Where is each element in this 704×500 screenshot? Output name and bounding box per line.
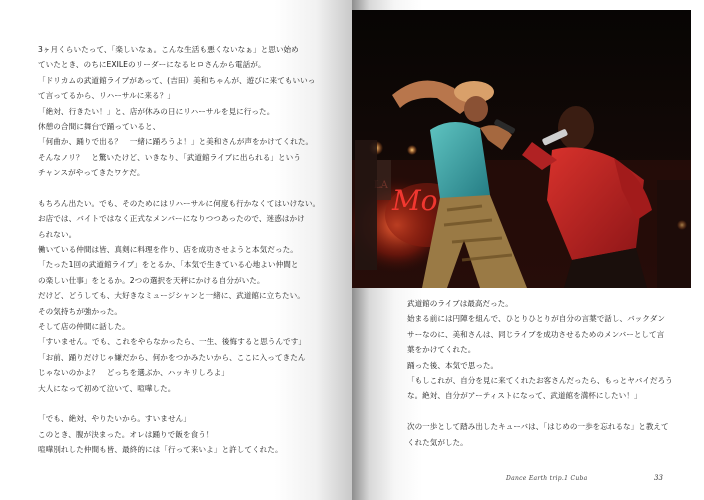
text-line: 「もしこれが、自分を見に来てくれたお客さんだったら、もっとヤバイだろう: [407, 375, 673, 385]
text-line: チャンスがやってきたワケだ。: [38, 168, 145, 178]
text-line: ていたとき、のちにEXILEのリーダーになるヒロさんから電話が。: [38, 60, 266, 70]
text-line: 武道館のライブは最高だった。: [407, 299, 513, 308]
paragraph-gap: [38, 181, 338, 196]
text-line: 「でも、絶対、やりたいから。すいません」: [38, 414, 191, 424]
text-line: 3ヶ月くらいたって、「楽しいなぁ。こんな生活も悪くないなぁ」と思い始め: [38, 45, 299, 54]
text-line: 「何曲か、踊りで出る？ 一緒に踊ろうよ！」と美和さんが声をかけてくれた。: [38, 137, 314, 147]
text-line: 喧嘩別れした仲間も皆、最終的には「行って来いよ」と許してくれた。: [38, 445, 283, 455]
text-line: じゃないのかよ？ どっちを選ぶか、ハッキリしろよ」: [38, 368, 229, 378]
text-line: 「ドリカムの武道館ライブがあって、(吉田）美和ちゃんが、遊びに来てもいいっ: [38, 75, 316, 85]
text-line: サーなのに、美和さんは、同じライブを成功させるためのメンバーとして言: [407, 329, 665, 339]
text-line: このとき、腹が決まった。オレは踊りで飯を食う！: [38, 429, 214, 439]
text-line: 始まる前には円陣を組んで、ひとりひとりが自分の言葉で話し、バックダン: [407, 314, 665, 324]
text-line: そんなノリ？ と驚いたけど、いきなり、「武道館ライブに出られる」という: [38, 152, 301, 162]
text-line: 休憩の合間に舞台で踊っていると、: [38, 121, 161, 131]
text-line: 「すいません。でも、これをやらなかったら、一生、後悔すると思うんです」: [38, 337, 306, 347]
text-line: 次の一歩として踏み出したキューバは、「はじめの一歩を忘れるな」と教えて: [407, 422, 669, 432]
text-line: 働いている仲間は皆、真剣に料理を作り、店を成功させようと本気だった。: [38, 245, 298, 255]
page-number: 33: [654, 474, 663, 482]
text-line: お店では、バイトではなく正式なメンバーになりつつあったので、迷惑はかけ: [38, 214, 305, 224]
text-line: その気持ちが強かった。: [38, 306, 123, 316]
concert-photo: [352, 10, 691, 288]
text-line: な。絶対、自分がアーティストになって、武道館を満杯にしたい！」: [407, 391, 642, 401]
concert-photo-svg: [352, 10, 691, 288]
text-line: そして店の仲間に話した。: [38, 322, 130, 332]
text-line: 大人になって初めて泣いて、喧嘩した。: [38, 383, 176, 393]
singer-head: [558, 106, 594, 150]
text-line: て言ってるから、リハーサルに来る？」: [38, 91, 175, 101]
text-line: の楽しい仕事」をとるか。2つの選択を天秤にかける自分がいた。: [38, 275, 265, 285]
text-line: 「お前、踊りだけじゃ嫌だから、何かをつかみたいから、ここに入ってきたん: [38, 352, 306, 362]
right-page-body: [407, 296, 697, 450]
text-line: 「たった1回の武道館ライブ」をとるか、「本気で生きている心地よい仲間と: [38, 260, 299, 270]
text-line: もちろん出たい。でも、そのためにはリハーサルに何度も行かなくてはいけない。: [38, 198, 321, 208]
text-line: くれた気がした。: [407, 437, 468, 447]
text-line: だけど、どうしても、大好きなミュージシャンと一緒に、武道館に立ちたい。: [38, 291, 305, 301]
text-line: 踊った後、本気で思った。: [407, 360, 499, 370]
left-page-body: [38, 42, 338, 458]
running-footer-title: Dance Earth trip.1 Cuba: [506, 475, 588, 482]
paragraph-gap: [38, 396, 338, 411]
paragraph-gap: [407, 404, 697, 419]
text-line: られない。: [38, 229, 77, 239]
neon-sign: Mo: [392, 184, 438, 217]
text-line: 「絶対、行きたい！」と、店が休みの日にリハーサルを見に行った。: [38, 106, 275, 116]
background-musician: [355, 140, 377, 270]
text-line: 葉をかけてくれた。: [407, 345, 476, 355]
